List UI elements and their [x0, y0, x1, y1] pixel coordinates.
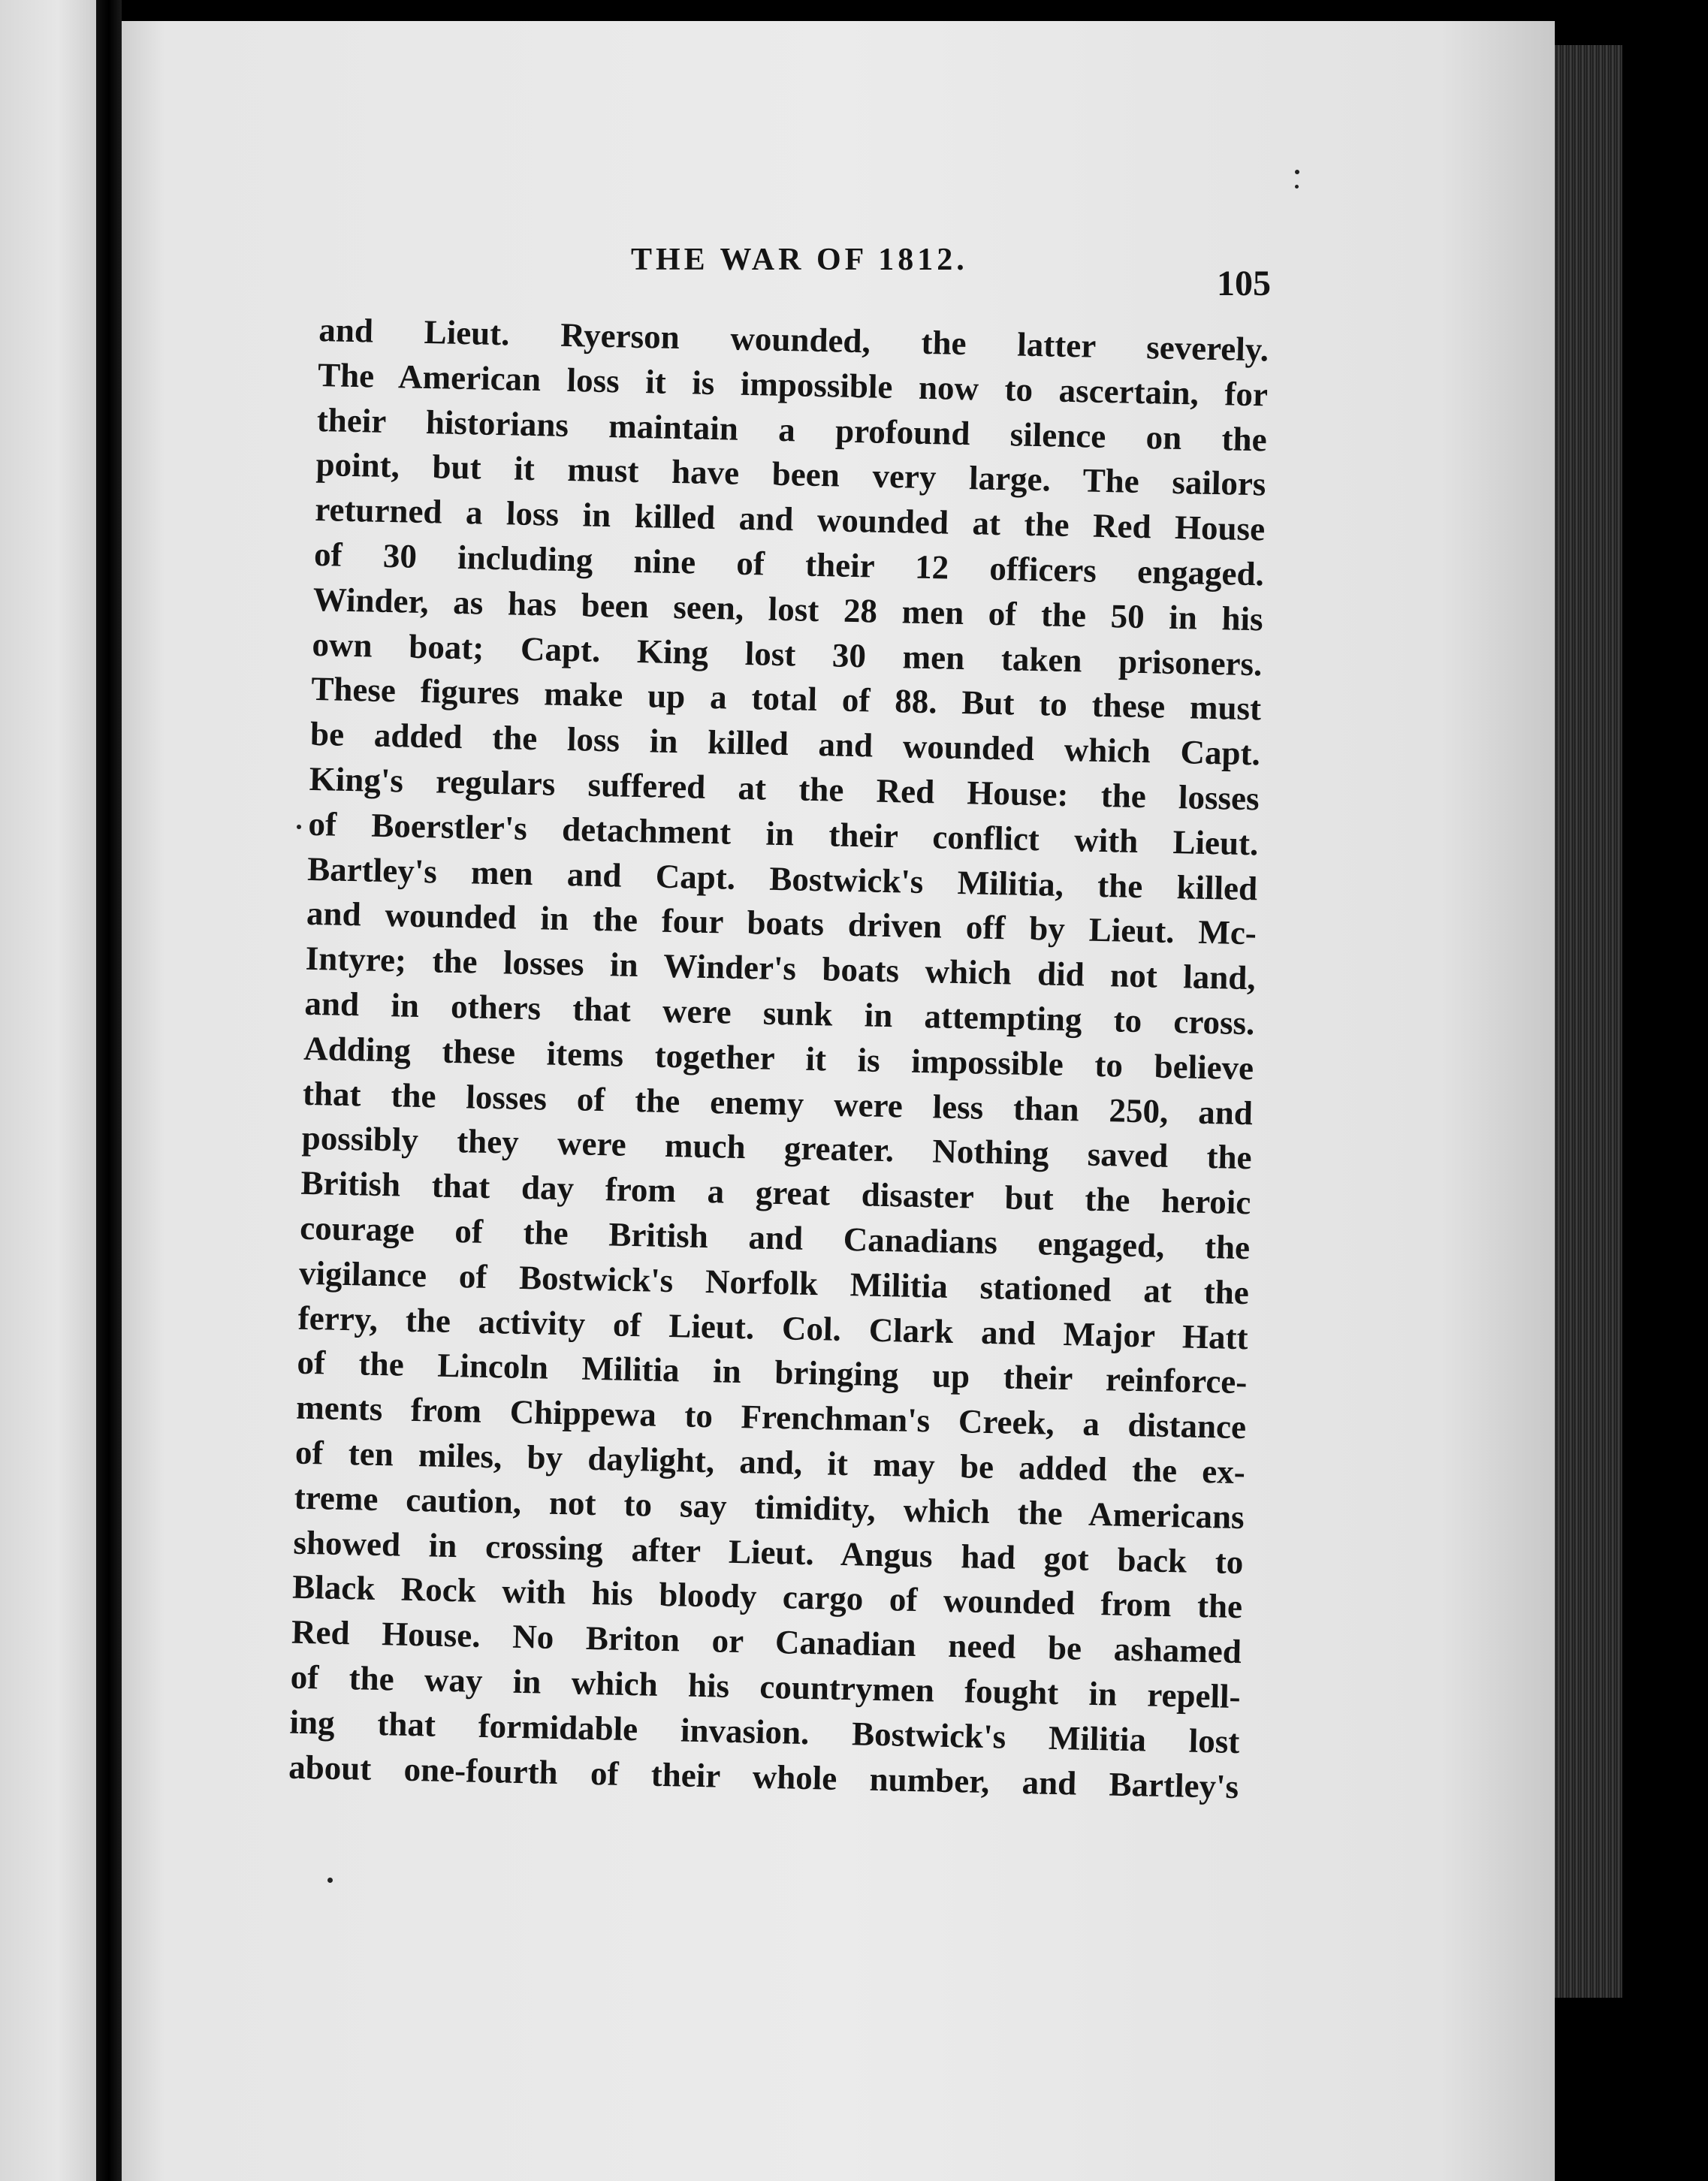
text-line: These figures make up a total of 88. But to these must	[310, 670, 1262, 728]
facing-page-fragment	[0, 0, 96, 2181]
text-line: treme caution, not to say timidity, which the Americans	[294, 1478, 1245, 1536]
text-line: and in others that were sunk in attempting to cross.	[304, 984, 1255, 1042]
body-text	[288, 308, 1269, 1809]
text-line: own boat; Capt. King lost 30 men taken prisoners.	[312, 625, 1263, 683]
text-line: that the losses of the enemy were less than 250, and	[302, 1074, 1254, 1132]
page-number: 105	[1217, 264, 1271, 303]
text-line: Red House. No Briton or Canadian need be ashamed	[291, 1612, 1242, 1671]
text-line: showed in crossing after Lieut. Angus had got back to	[293, 1523, 1244, 1581]
text-line: their historians maintain a profound silence on the	[316, 400, 1268, 459]
scan-speck	[1295, 170, 1299, 174]
text-line: ing that formidable invasion. Bostwick's Militia lost	[289, 1703, 1240, 1760]
text-line: returned a loss in killed and wounded at the Red House	[314, 490, 1266, 548]
text-line: and wounded in the four boats driven off by Lieut. Mc-	[306, 894, 1257, 952]
book-gutter	[96, 0, 122, 2181]
text-line: Intyre; the losses in Winder's boats which did not land,	[305, 939, 1257, 997]
scan-speck	[297, 825, 301, 829]
text-line: be added the loss in killed and wounded which Capt.	[309, 715, 1261, 773]
text-line: Bartley's men and Capt. Bostwick's Militia, the killed	[306, 849, 1258, 907]
text-line: of the way in which his countrymen fought in repell-	[290, 1658, 1242, 1715]
text-line: The American loss it is impossible now to ascertain, for	[317, 355, 1269, 414]
scan-speck	[327, 1878, 333, 1883]
text-line: of Boerstler's detachment in their conflict with Lieut.	[308, 804, 1259, 863]
text-line: point, but it must have been very large. The sailors	[315, 445, 1266, 503]
text-line: vigilance of Bostwick's Norfolk Militia stationed at the	[298, 1253, 1250, 1311]
text-line: Adding these items together it is impossible to believe	[303, 1029, 1254, 1087]
text-line: ments from Chippewa to Frenchman's Creek, a distance	[295, 1388, 1247, 1446]
running-head: THE WAR OF 1812.	[631, 243, 968, 277]
text-line: of 30 including nine of their 12 officers engaged.	[313, 535, 1265, 593]
text-line: ferry, the activity of Lieut. Col. Clark and Major Hatt	[297, 1299, 1249, 1356]
text-line: of the Lincoln Militia in bringing up their reinforce-	[297, 1344, 1248, 1401]
text-line: King's regulars suffered at the Red House: the losses	[309, 759, 1260, 818]
text-line: about one-fourth of their whole number, and Bartley's	[288, 1748, 1239, 1805]
text-line: courage of the British and Canadians engaged, the	[299, 1208, 1251, 1267]
page-edges	[1555, 45, 1622, 1998]
text-line: Winder, as has been seen, lost 28 men of the 50 in his	[312, 580, 1264, 638]
text-line: of ten miles, by daylight, and, it may be added the ex-	[294, 1433, 1246, 1492]
scan-speck	[1295, 185, 1299, 189]
text-line: Black Rock with his bloody cargo of wounded from the	[291, 1567, 1243, 1626]
text-line: and Lieut. Ryerson wounded, the latter severely.	[318, 310, 1269, 369]
text-line: British that day from a great disaster but the heroic	[300, 1163, 1251, 1222]
text-line: possibly they were much greater. Nothing saved the	[301, 1119, 1253, 1177]
